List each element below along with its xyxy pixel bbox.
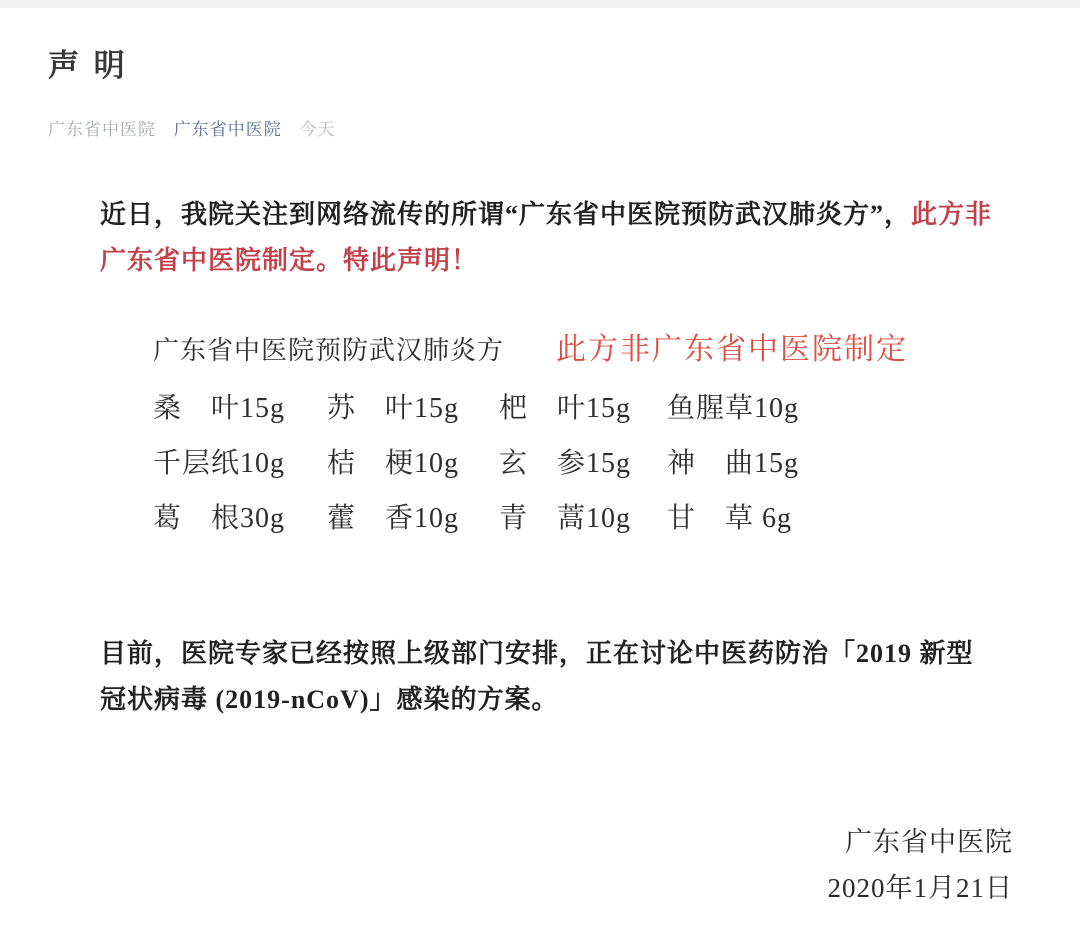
herb-item: 桔 梗10g [327,448,460,479]
account-name-link[interactable]: 广东省中医院 [173,120,282,139]
herb-item: 苏 叶15g [327,393,460,424]
statement-text-red-line1: 此方非 [911,200,993,229]
statement-paragraph [48,192,1013,284]
herb-item: 玄 参15g [499,448,632,479]
prescription-header [153,324,1013,368]
byline [48,115,1013,140]
herb-row [153,447,1013,481]
page-title: 声 明 [48,48,128,83]
prescription-image[interactable] [153,324,1013,536]
signature-name: 广东省中医院 [845,827,1013,857]
update-text-line2: 冠状病毒 (2019-nCoV)」感染的方案。 [100,685,559,714]
herb-item: 葛 根30g [153,503,286,534]
top-divider [0,0,1080,8]
herb-item: 神 曲15g [667,448,800,479]
herb-item: 桑 叶15g [153,393,286,424]
herb-item: 青 蒿10g [499,503,632,534]
article-body [0,8,1080,911]
source-name: 广东省中医院 [48,120,156,139]
statement-text-red-line2: 广东省中医院制定。特此声明！ [100,246,479,275]
herb-item: 鱼腥草10g [667,393,800,424]
publish-time: 今天 [299,120,336,139]
signature-block [48,819,1013,911]
herb-row [153,502,1013,536]
herb-item: 杷 叶15g [499,393,632,424]
herb-item: 藿 香10g [327,503,460,534]
prescription-annotation: 此方非广东省中医院制定 [556,333,909,366]
update-paragraph [48,631,1013,723]
signature-date: 2020年1月21日 [827,873,1013,903]
statement-text-black: 近日，我院关注到网络流传的所谓“广东省中医院预防武汉肺炎方”， [100,200,912,229]
prescription-title: 广东省中医院预防武汉肺炎方 [153,336,505,365]
herb-row [153,392,1013,426]
herb-item: 千层纸10g [153,448,286,479]
herb-item: 甘 草 6g [667,503,793,534]
update-text-line1: 目前，医院专家已经按照上级部门安排，正在讨论中医药防治「2019 新型 [100,639,974,668]
